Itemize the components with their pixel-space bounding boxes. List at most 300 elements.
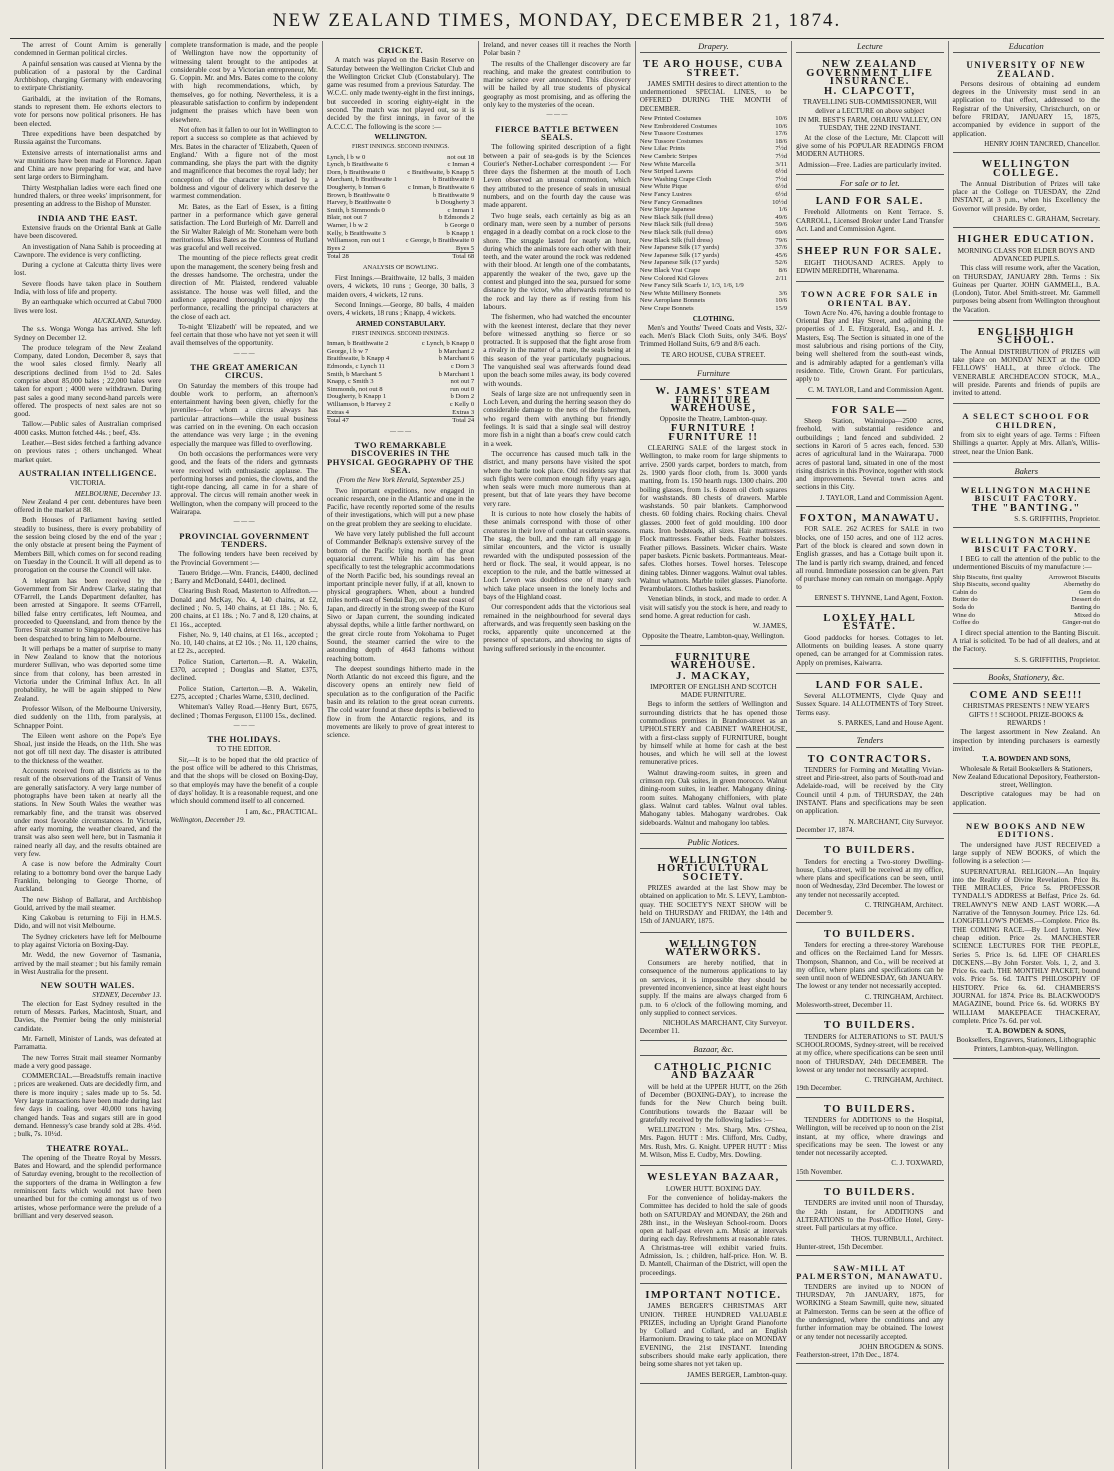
article-paragraph: The s.s. Wonga Wonga has arrived. She left Sydney on December 12. [14,325,162,342]
column-2: complete transformation is made, and the people of Wellington have now the opportunity of witnessing talent brought to the antipodes at considerable cost by a Victorian entrepreneur, Mr. G. Coppin. Mr. and Mrs. Bates come to the colony with high recommendations, which, by themselves, go for nothing. Nevertheless, it is a pleasurable satisfaction to confirm by independent judgment the praises which have been won elsewhere. Not often has it fallen to our lot in Wellington to report a success so complete as that achieved by Mrs. Bates in the character of 'Elizabeth, Queen of England.' With a figure not of the most commanding, she plays the part with the dignity and magnificence that becomes the royal lady; her conception of the character is marked by a boldness and vigour of delivery which deserve the warmest commendation. Mr. Bates, as the Earl of Essex, is a fitting partner in a performance which gave general satisfaction. The Lord Burleigh of Mr. Darrell and the Sir Walter Raleigh of Mr. Stoneham were both meritorious. Miss Bates as the Countess of Rutland was graceful and well received. The mounting of the piece reflects great credit upon the management, the scenery being fresh and the dresses handsome. The orchestra, under the direction of Mr. Plaisted, rendered valuable assistance. The house was well filled, and the audience appeared thoroughly to enjoy the performance, recalling the principal characters at the close of each act. To-night 'Elizabeth' will be repeated, and we feel certain that those who have not yet seen it will avail themselves of the opportunity. — — — THE GREAT AMERICAN CIRCUS. On Saturday the members of this troupe had double work to perform, an afternoon's entertainment having been given, chiefly for the juveniles—for whom a circus always has particular attractions—while the usual business was carried on in the evening. On each occasion the attendance was very large ; in the evening especially the marquee was filled to overflowing. On both occasions the performances were very good, and the feats of the riders and gymnasts were received with enthusiastic applause. The performing horses and ponies, the clowns, and the tight-rope dancing, all came in for a share of approval. The circus will remain another week in Wellington, when the company will proceed to the Wairarapa. — — — PROVINCIAL GOVERNMENT TENDERS. The following tenders have been received by the Provincial Government :— Tauero Bridge.—Wm. Francis, £4400, declined ; Barry and McDonald, £4401, declined. Clearing Bush Road, Masterton to Alfredton.—Donald and McKay, No. 4, 140 chains, at £2, declined ; No. 5, 140 chains, at £1 18s. ; No. 6, 200 chains, at £1 18s. ; No. 7 and 8, 120 chains, at £1 16s., accepted. Fisher, No. 9, 140 chains, at £1 16s., accepted ; No. 10, 140 chains, at £2 10s. ; No. 11, 120 chains, at £2 2s., accepted. Police Station, Carterton.—R. A. Wakelin, £370, accepted ; Douglas and Slatter, £375, declined. Police Station, Carterton.—B. A. Wakelin, £275, accepted ; Charles Warne, £310, declined. Whiteman's Valley Road.—Henry Burt, £675, declined ; Thomas Ferguson, £1100 15s., declined. — — — THE HOLIDAYS. TO THE EDITOR. Sir,—It is to be hoped that the old practice of the post office will be adhered to this Christmas, and that the shops will be closed on Boxing-Day, so that employés may have the benefit of a couple of days' holiday. It is a reasonable request, and one which should commend itself to all concerned. I am, &c., PRACTICAL. Wellington, December 19. [165,41,321,1469]
advert-body: WELLINGTON : Mrs. Sharp, Mrs. O'Shea, Mrs. Pagon. HUTT : Mrs. Clifford, Mrs. Cudby, Mrs. Rush, Mrs. G. Knight. UPPER HUTT : Miss M. Wilson, Miss E. Cudby, Mrs. Dowling. [639,1126,788,1160]
advert-biscuit-factory [953,531,1100,669]
advert-title: SAW-MILL AT PALMERSTON, MANAWATU. [796,1263,944,1282]
score-first-innings: Lynch, b Braithwaite 6 [326,161,389,169]
article-heading: INDIA AND THE EAST. [37,212,138,223]
price-row [640,206,787,214]
advert-art-union [640,1287,787,1384]
advert-title: UNIVERSITY OF NEW ZEALAND. [966,60,1087,79]
score-second-innings: not out 7 [450,378,475,386]
advert-land-kent-terrace [796,193,943,240]
article-paragraph: The arrest of Count Arnim is generally condemned in German political circles. [14,41,162,58]
article-heading: FIERCE BATTLE BETWEEN SEALS. [495,123,619,142]
article-paragraph: Fisher, No. 9, 140 chains, at £1 16s., accepted ; No. 10, 140 chains, at £2 10s. ; No. 11, 120 chains, at £2 2s., accepted. [170,630,318,656]
advert-date: Molesworth-street, December 11. [796,1001,893,1010]
article-paragraph: A match was played on the Basin Reserve on Saturday between the Wellington Cricket Club and the Wellington Cricket Club (Constabulary). The game was resumed from a previous Saturday. The W.C.C. only made twenty-eight in the first innings, but succeeded in scoring eighty-eight in the second. The match was not played out, so it is decided by the first innings, in favor of the A.C.C.C. The following is the score :— [326,56,475,131]
advert-body: from six to eight years of age. Terms : Fifteen Shillings a quarter. Apply at Mrs. Allan's, Willis-street, near the Union Bank. [952,430,1100,456]
advert-headline: FURNITURE ! FURNITURE !! [668,423,759,443]
price-row-value: 1/6 [778,206,788,214]
score-second-innings: b Marchant 1 [438,370,475,378]
advert-body: Descriptive catalogues may be had on application. [952,790,1100,807]
advert-title: WELLINGTON WATERWORKS. [665,938,762,958]
advert-banting-biscuit [953,481,1100,528]
advert-title: WELLINGTON MACHINE BISCUIT FACTORY. [960,535,1092,554]
price-row-value: 15/9 [775,304,788,312]
letter-signature: I am, &c., PRACTICAL. [245,807,318,816]
section-label: Drapery. [640,41,787,53]
score-first-innings: Braithwaite, b Knapp 4 [326,355,390,363]
price-row-label: New Fancy Grenadines [639,198,703,206]
advert-saw-mill [796,1259,943,1364]
advert-title: FOXTON, MANAWATU. [799,513,940,525]
score-first-innings: Lynch, l b w 0 [326,153,366,161]
price-row-label: New Embroidered Costumes [639,122,717,130]
article-paragraph: The fishermen, who had watched the encounter with the keenest interest, declare that they never before witnessed anything so fierce or so protracted. It is supposed that the fight arose from a rivalry in the matter of a mate, the seals being at this season of the year particularly pugnacious. The vanquished seal was afterwards found dead upon the beach some miles away, its body covered with wounds. [483,313,631,388]
article-paragraph: Mr. Farnell, Minister of Lands, was defeated at Parramatta. [14,1034,162,1052]
advert-tender-builders [796,1017,943,1097]
advert-title: WESLEYAN BAZAAR, [647,1172,780,1184]
advert-body: For the convenience of holiday-makers the Committee has decided to hold the sale of goods both on SATURDAY and MONDAY, the 26th and 28th inst., in the Wesleyan School-room. Doors open at half-past eleven a.m. Music at intervals during each day. Refreshments at reasonable rates. A Christmas-tree will exhibit varied fruits. Admission, 1s. ; children, half-price. Hon. W. B. D. Mantell, Chairman of the District, will open the proceedings. [639,1193,788,1277]
score-first-innings: Dorn, b Braithwaite 0 [326,168,386,176]
advert-signature: C. M. TAYLOR, Land and Commission Agent. [807,385,944,394]
article-paragraph: The Sydney cricketers have left for Melbourne to play against Victoria on Boxing-Day. [14,932,162,949]
advert-new-books [953,817,1100,1059]
biscuit-row-value: Ginger-nut do [1062,619,1100,627]
price-row [640,191,787,199]
advert-life-insurance-lecture [796,56,943,175]
article-paragraph: complete transformation is made, and the people of Wellington have now the opportunity of witnessing talent brought to the antipodes at considerable cost by a Victorian entrepreneur, Mr. G. Coppin. Mr. and Mrs. Bates come to the colony with high recommendations, which, by themselves, go for nothing. Nevertheless, it is a pleasurable satisfaction to confirm by independent judgment the praises which have been won elsewhere. [170,41,318,124]
article-paragraph: The following tenders have been received by the Provincial Government :— [170,550,318,567]
advert-body: I BEG to call the attention of the public to the undermentioned Biscuits of my manufacture :— [952,554,1100,572]
score-second-innings: b Braithwaite 0 [433,176,475,184]
advert-body: Good paddocks for horses. Cottages to let. Allotments on building leases. A stone quarry opened, can be arranged for at Commission rates. Apply on premises, Kaiwarra. [796,633,944,667]
advert-title: FOR SALE— [831,404,908,416]
price-row [640,183,787,191]
score-first-innings: Inman, b Braithwaite 2 [326,340,389,348]
advert-body: The undersigned have JUST RECEIVED a large supply of NEW BOOKS, of which the following is a selection :— [952,840,1100,866]
price-row-value: 17/6 [775,130,788,138]
score-second-innings: b Marchant 2 [438,347,475,355]
price-row-value: 7½d [775,175,788,183]
score-second-innings: Byes 5 [455,244,475,252]
advert-body: The Annual DISTRIBUTION of PRIZES will take place on MONDAY NEXT at the ODD FELLOWS' HALL, at three o'clock. The VENERABLE ARCHDEACON STOCK, M.A., will preside. Parents and friends of pupils are invited to attend. [952,347,1100,398]
advert-body: This class will resume work, after the Vacation, on THURSDAY, JANUARY 28th. Terms : Six Guineas per Quarter. JOHN GAMMELL, B.A. (London), Tutor. Abel Smith-street. Mr. Gammell purposes being absent from Wellington throughout the Vacation. [952,264,1100,314]
advert-title: TE ARO HOUSE, CUBA STREET. [643,59,784,79]
score-row [327,348,474,356]
advert-title: COME AND SEE!!! [969,690,1083,702]
price-row-label: New Tussore Costumes [639,130,703,138]
article-paragraph: On Saturday the members of this troupe had double work to perform, an afternoon's entertainment having been given, chiefly for the juveniles—for whom a circus always has particular attractions—while the usual business was carried on in the evening. On each occasion the attendance was very large ; in the evening especially the marquee was filled to overflowing. [170,381,318,448]
biscuit-row [953,596,1100,604]
score-second-innings: b Edmonds 2 [438,214,475,222]
advert-body: Town Acre No. 476, having a double frontage to Oriental Bay and Hay Street, and adjoining the properties of J. E. Fitzgerald, Esq., and H. J. Masters, Esq. The Section is situated in one of the most salubrious and rising portions of the City, being well sheltered from the south-east winds, and is admirably adapted for a gentleman's villa residence. Title, Crown Grant. For particulars, apply to [796,308,944,384]
advert-body: I direct special attention to the Banting Biscuit. A trial is solicited. To be had of all dealers, and at the Factory. [952,628,1100,654]
advert-date: Featherston-street, 17th Dec., 1874. [796,1351,899,1360]
article-paragraph: Three expeditions have been despatched by Russia against the Turcomans. [14,129,162,147]
article-paragraph: The produce telegram of the New Zealand Company, dated London, December 8, says that the wool sales closed firmly. Nearly all descriptions declined from 1½d to 2d. Sales comprise about 85,000 bales ; 22,000 bales were taken for export ; 4000 were withdrawn. During past sales a good many second-hand parcels were offered. The prospects of next sales are not so good. [14,343,162,419]
advert-body: Consumers are hereby notified, that in consequence of the numerous applications to lay on services, it is impossible they should be prevented inconvenience, since at least eight hours supply. If the mains are always charged from 6 p.m. to 6 o'clock of the following morning, and only supplied to connect services. [639,959,788,1017]
advert-admission: Admission—Free. Ladies are particularly invited. [798,160,942,169]
advert-tender-builders [796,1101,943,1181]
advert-signature: ERNEST S. THYNNE, Land Agent, Foxton. [814,593,944,602]
advert-university [953,56,1100,153]
advert-body: TENDERS for Forming and Metalling Vivian-street and Pirie-street, also parts of South-road and Adelaide-road, will be received by the City Council until 4 p.m. of THURSDAY, the 24th INSTANT. Plans and specifications may be seen on application. [796,765,944,816]
price-row-value: 7½d [775,145,788,153]
article-heading: CRICKET. [377,45,424,55]
advert-select-school [953,407,1100,462]
price-row-label: New Fancy Lustres [639,191,692,199]
advert-subheading: CLOTHING. [692,314,735,323]
column-6 [791,41,947,1469]
section-label: For sale or to let. [796,178,943,190]
score-first-innings: Simmonds, not out 8 [326,385,383,393]
advert-signature: J. TAYLOR, Land and Commission Agent. [819,493,944,502]
score-row [327,214,474,222]
score-row [327,355,474,363]
section-label: Tenders [796,735,943,747]
score-first-innings: Knapp, c Smith 3 [326,378,374,386]
score-second-innings: c Kelly 0 [449,401,475,408]
article-paragraph: The new Torres Strait mail steamer Normanby made a very good passage. [14,1053,162,1070]
price-row-value: 18/6 [775,137,788,145]
article-paragraph: Police Station, Carterton.—B. A. Wakelin, £275, accepted ; Charles Warne, £310, declined. [170,684,318,701]
advert-mackay-furniture [640,649,787,834]
advert-date: 15th November. [796,1167,843,1176]
advert-for-sale [796,402,943,507]
score-first-innings: Blair, not out 7 [326,214,368,222]
score-second-innings: b George 0 [444,221,475,229]
article-paragraph: Clearing Bush Road, Masterton to Alfredton.—Donald and McKay, No. 4, 140 chains, at £2, declined ; No. 5, 140 chains, at £1 18s. ; No. 6, 200 chains, at £1 18s. ; No. 7 and 8, 120 chains, at £1 16s., accepted. [170,587,318,629]
article-paragraph: Our correspondent adds that the victorious seal remained in the neighbourhood for several days afterwards, and was frequently seen basking on the rocks, apparently quite unconcerned at the presence of spectators, and showing no signs of having suffered seriously in the encounter. [483,603,631,653]
advert-james-furniture [640,383,787,646]
article-paragraph: The election for East Sydney resulted in the return of Messrs. Parkes, Macintosh, Stuart, and Davies, the Premier being the only ministerial candidate. [14,999,162,1033]
advert-title: LAND FOR SALE. [815,679,924,691]
score-second-innings: not out 18 [447,153,475,161]
article-heading: THE HOLIDAYS. [207,734,281,745]
article-paragraph: The new Bishop of Ballarat, and Archbishop Gould, arrived by the mail steamer. [14,895,162,912]
analysis-heading: ANALYSIS OF BOWLING. [362,263,439,271]
score-row [327,245,474,253]
score-row [327,409,474,417]
advert-body: SUPERNATURAL RELIGION.—An Inquiry into the Reality of Divine Revelation. Price 8s. THE MIRACLES, Price 5s. PROFESSOR TYNDALL'S ADDRESS at Belfast, Price 2s. 6d. TRELAWNY'S NEW AND LAST WORK.—A Narrative of the Tennyson Journey. Price 12s. 6d. LONGFELLOW'S POEMS.—Complete. Price 8s. THE COMING RACE.—By Lord Lytton. New cheap edition. Price 2s. MANCHESTER SCIENCE LECTURES FOR THE PEOPLE, Series 5. Price 1s. 6d. LIFE OF CHARLES DICKENS.—By John Forster. Vols. 1, 2, and 3. Price 6s. each. THE MONTHLY PACKET, bound vols. Price 5s. 6d. TAIT'S PHILOSOPHY OF HISTORY. Price 6s. 6d. CHAMBERS'S JOURNAL for 1874. Price 8s. BLACKWOOD'S MAGAZINE, bound. Price 6s. 6d. WORKS BY WILLIAM MAKEPEACE THACKERAY, complete. Price 7s. 6d. per vol. [952,867,1100,1025]
score-row [327,393,474,401]
columns [10,41,1104,1469]
advert-body: will be held at the UPPER HUTT, on the 26th of December (BOXING-DAY), to increase the funds for the New Church being built. Contributions towards the Bazaar will be gratefully received by the following ladies :— [639,1082,788,1124]
advert-signature: C. TRINGHAM, Architect. [864,1076,944,1085]
price-row-label: New White Pique [639,183,688,191]
advert-address: Wholesale & Retail Booksellers & Stationers, New Zealand Educational Depository, Featherston-street, Wellington. [952,764,1100,790]
team-heading: WELLINGTON. [374,132,427,141]
article-paragraph: Sir,—It is to be hoped that the old practice of the post office will be adhered to this Christmas, and that the shops will be closed on Boxing-Day, so that employés may have the benefit of a couple of days' holiday. It is a reasonable request, and one which should commend itself to all concerned. [170,755,318,806]
score-second-innings: run out 0 [450,385,475,393]
advert-title: WELLINGTON COLLEGE. [981,159,1071,179]
biscuit-row [953,612,1100,620]
article-paragraph: First Innings.—Braithwaite, 12 balls, 3 maiden overs, 4 wickets, 10 runs ; George, 30 balls, 3 maiden overs, 4 wickets, 12 runs. [326,274,475,299]
biscuit-row [953,619,1100,627]
price-row [640,221,787,229]
price-row-value: 8/6 [778,266,788,274]
article-paragraph: The mounting of the piece reflects great credit upon the management, the scenery being fresh and the dresses handsome. The orchestra, under the direction of Mr. Plaisted, rendered valuable assistance. The house was well filled, and the audience appeared thoroughly to enjoy the performance, recalling the principal characters at the close of each act. [170,254,318,321]
article-paragraph: It will perhaps be a matter of surprise to many in New Zealand to know that the notorious murderer Sullivan, who was deported some time since from that colony, has been arrested in Victoria under the Criminal Influx Act. In all probability, he will be again shipped to New Zealand. [14,644,162,703]
biscuit-row [953,604,1100,612]
price-row-value: 52/6 [775,259,788,267]
advert-signature: N. MARCHANT, City Surveyor. [848,817,944,826]
article-paragraph: The deepest soundings hitherto made in the North Atlantic do not exceed this figure, and the discovery opens an entirely new field of speculation as to the configuration of the Pacific basin and its relation to the great ocean currents. The cold water found at these depths is believed to flow in from the Antarctic regions, and its movements are likely to prove of great interest to science. [326,664,475,740]
biscuit-row-value: Abernethy do [1063,581,1100,589]
innings-heading: FIRST INNINGS. SECOND INNINGS. [352,330,450,337]
article-paragraph: A painful sensation was caused at Vienna by the publication of a pastoral by the Cardinal Archbishop, charging Germany with endeavoring to extirpate Christianity. [14,59,162,93]
advert-title: TOWN ACRE FOR SALE in ORIENTAL BAY. [801,289,939,308]
column-1 [10,41,165,1469]
dateline: AUCKLAND, Saturday. [93,316,162,325]
price-row [640,138,787,146]
article-paragraph: On both occasions the performances were very good, and the feats of the riders and gymnasts were received with enthusiastic applause. The performing horses and ponies, the clowns, and the tight-rope dancing, all came in for a share of approval. The circus will remain another week in Wellington, when the company will proceed to the Wairarapa. [170,449,318,517]
price-row [640,153,787,161]
score-row [327,340,474,348]
price-row-label: New Black Silk (full dress) [639,221,713,229]
biscuit-row-value: Banting do [1070,603,1100,611]
price-row-label: New Cambric Stripes [639,153,698,161]
article-paragraph: Professor Wilson, of the Melbourne University, died suddenly on the 11th, from paralysis, at Schnapper Point. [14,704,162,730]
advert-title: CATHOLIC PICNIC AND BAZAAR [653,1062,773,1082]
biscuit-row [953,589,1100,597]
article-paragraph: The following spirited description of a fight between a pair of sea-gods is by the Sciences Courier's Nether-Lochaber correspondent :— For three days the fishermen at the mouth of Loch Leven observed an unusual commotion, which they attributed to the presence of seals in unusual numbers, and on the fourth day the cause was made apparent. [483,143,631,210]
score-row [327,207,474,215]
advert-tender-builders [796,1184,943,1256]
advert-title: TO BUILDERS. [823,845,916,857]
advert-signature: C. J. TOXWARD, [891,1159,944,1168]
price-row-value: 7½d [775,153,788,161]
price-row [640,168,787,176]
price-row [640,244,787,252]
score-second-innings: c Lynch, b Knapp 0 [421,340,475,348]
advert-signature: HENRY JOHN TANCRED, Chancellor. [984,139,1100,148]
advert-wellington-college [953,156,1100,228]
article-paragraph: Extensive arrests of internationalist arms and war munitions have been made at Florence. Japan and China are now preparing for war, and have sent large orders to Birmingham. [14,148,162,182]
score-second-innings: b Knapp 1 [446,229,475,237]
advert-title: TO BUILDERS. [823,1187,916,1199]
advert-title: TO CONTRACTORS. [807,753,932,765]
advert-body: Men's and Youths' Tweed Coats and Vests, 32/- each. Men's Black Cloth Suits, only 34/6. Boys' Trimmed Holland Suits, 6/9 and 8/6 each. [639,323,788,349]
advert-body: TENDERS for ADDITIONS to the Hospital, Wellington, will be received up to noon on the 21st instant, at my office, where drawings and specifications may be seen. The lowest or any tender not necessarily accepted. [796,1115,944,1158]
article-paragraph: Extensive frauds on the Oriental Bank at Galle have been discovered. [14,223,162,241]
section-label: Bakers [953,466,1100,478]
price-row-value: 6½d [775,183,788,191]
article-paragraph: Garibaldi, at the invitation of the Romans, stands to represent them. He exhorts electors to vote for persons now political prisoners. He has been elected. [14,94,162,128]
score-row [327,176,474,184]
price-row-label: New Printed Costumes [639,115,702,123]
biscuit-row-label: Cabin do [952,588,977,596]
score-row [327,386,474,394]
price-row-label: New Lilac Prints [639,145,686,153]
price-row [640,237,787,245]
dateline: SYDNEY, December 13. [92,991,162,1000]
team-heading: ARMED CONSTABULARY. [355,319,446,328]
advert-body: Freehold Allotments on Kent Terrace. S. CARROLL, Licensed Broker under Land Transfer Act. Land and Commission Agent. [796,208,944,234]
article-paragraph: Mr. Wedd, the new Governor of Tasmania, arrived by the mail steamer ; but his family remain in West Australia for the present. [14,951,162,976]
score-total [327,252,474,261]
biscuit-row [953,581,1100,589]
advert-body: Venetian blinds, in stock, and made to order. A visit will satisfy you the stock is here, and ready to send home. A great reduction for cash. [639,595,788,621]
price-row-value: 3/6 [778,289,788,297]
price-row-value: 2/11 [775,274,788,282]
advert-body: The Annual Distribution of Prizes will take place at the College on TUESDAY, the 22nd INSTANT, at 3 p.m., when his Excellency the Governor will preside. By order, [952,179,1100,213]
column-4: Ireland, and never ceases till it reaches the North Polar basin ? The results of the Challenger discovery are far reaching, and make the greatest contribution to marine science ever announced. This discovery will be hailed by all true students of physical geography as most promising, and as offering the only key to the mysteries of the ocean. — — — FIERCE BATTLE BETWEEN SEALS. The following spirited description of a fight between a pair of sea-gods is by the Sciences Courier's Nether-Lochaber correspondent :— For three days the fishermen at the mouth of Loch Leven observed an unusual commotion, which they attributed to the presence of seals in unusual numbers, and on the fourth day the cause was made apparent. Two huge seals, each certainly as big as an ordinary man, were seen by a number of persons engaged in a deadly combat on a rock close to the shore. The struggle lasted for nearly an hour, during which the animals tore each other with their teeth, and the water around the rock was reddened with their blood. At length one of the combatants, apparently the weaker of the two, gave up the contest and plunged into the sea, pursued for some distance by the victor, who afterwards returned to the rock and lay there as if resting from his labours. The fishermen, who had watched the encounter with the keenest interest, declare that they never before witnessed anything so fierce or so protracted. It is supposed that the fight arose from a rivalry in the matter of a mate, the seals being at this season of the year particularly pugnacious. The vanquished seal was afterwards found dead upon the beach some miles away, its body covered with wounds. Seals of large size are not unfrequently seen in Loch Leven, and during the herring season they do considerable damage to the nets of the fishermen, who regard them with anything but friendly feelings. It is said that a single seal will destroy more fish in a night than a boat's crew could catch in a week. The occurrence has caused much talk in the district, and many persons have visited the spot where the battle took place. Old residents say that such fights were common enough fifty years ago, when seals were much more numerous than at present, but that of late years they have become very rare. It is curious to note how closely the habits of these animals correspond with those of other creatures in their love of combat at certain seasons. The stag, the bull, and the ram all engage in similar encounters, and the victor is usually rewarded with the undisputed possession of the herd or flock. The seal, it would appear, is no exception to the rule, and the battle witnessed at Loch Leven was doubtless one of many such which take place unseen in the lonely lochs and bays of the Highland coast. Our correspondent adds that the victorious seal remained in the neighbourhood for several days afterwards, and was frequently seen basking on the rocks, apparently quite unconcerned at the presence of spectators, and showing no signs of having suffered seriously in the encounter. [478,41,634,1469]
score-first-innings: George, l b w 7 [326,347,369,355]
price-row-label: New Stripe Japanese [639,206,696,214]
advert-title: TO BUILDERS. [823,1103,916,1115]
advert-wesleyan-bazaar [640,1169,787,1284]
score-row [327,401,474,409]
advert-address: Opposite the Theatre, Lambton-quay, Wellington. [642,631,785,640]
article-paragraph: During a cyclone at Calcutta thirty lives were lost. [14,261,162,278]
article-paragraph: A case is now before the Admiralty Court relating to a bottomry bond over the barque Lady Franklin, belonging to George Thorne, of Auckland. [14,860,162,894]
article-paragraph: Tallow.—Public sales of Australian comprised 4000 casks. Mutton fetched 44s. ; beef, 43s. [14,420,162,437]
advert-title: TO BUILDERS. [823,928,916,940]
biscuit-row-label: Butter do [952,596,978,604]
advert-title: SHEEP RUN FOR SALE. [797,246,943,258]
advert-signature: C. TRINGHAM, Architect. [864,901,944,910]
price-row-label: New Black Silk (full dress) [639,228,713,236]
score-first-innings: Williamson, run out 1 [326,237,386,245]
advert-horticultural [640,852,787,932]
score-second-innings: c Inman 4 [447,161,475,169]
section-label: Furniture [640,368,787,380]
price-row-label: New Black Vrai Crape [639,266,701,274]
price-row [640,267,787,275]
scorecard-constabulary [327,340,474,425]
total-second-innings: Total 68 [452,253,475,261]
advert-town-acre [796,285,943,399]
price-row-label: New Washing Crape Cloth [639,175,712,183]
advert-body: Begs to inform the settlers of Wellington and surrounding districts that he has opened those commodious premises in Brandon-street as an UPHOLSTERY and CABINET WAREHOUSE, with a first-class supply of FURNITURE, bought by himself while at home for cash at the best houses, and which he will sell at the lowest remunerative prices. [639,700,788,767]
price-row-value: 45/6 [775,251,788,259]
article-paragraph: Seals of large size are not unfrequently seen in Loch Leven, and during the herring season they do considerable damage to the nets of the fishermen, who regard them with anything but friendly feelings. It is said that a single seal will destroy more fish in a night than a boat's crew could catch in a week. [483,389,631,448]
section-label: Education [953,41,1100,53]
score-second-innings: Extras 3 [452,408,475,416]
price-row-value: 49/6 [775,213,788,221]
price-row-label: New Aeroplane Bonnets [639,297,706,305]
biscuit-row-label: Ship Biscuits, second quality [952,581,1031,589]
advert-headline: H. CLAPCOTT, [824,86,916,98]
advert-signature: T. A. BOWDEN & SONS, [986,1027,1066,1036]
advert-body: Walnut drawing-room suites, in green and crimson rep. Oak suites, in green morocco. Walnut dining-room suites, in leather. Mahogany dining-room suites. Mahogany chiffoniers, with plate glass. Walnut card tables. Walnut oval tables. Mahogany tables. Mahogany wardrobes. Oak sideboards. Walnut and mahogany loo tables. [639,768,788,827]
advert-title: TO BUILDERS. [823,1020,916,1032]
article-paragraph: An investigation of Nana Sahib is proceeding at Cawnpore. The evidence is very conflicting. [14,242,162,259]
price-row [640,275,787,283]
total-first-innings: Total 28 [326,253,349,261]
advert-body: FOR SALE. 262 ACRES for SALE in two blocks, one of 150 acres, and one of 112 acres. Part of the block is cleared and sown down in English grasses, and has a Cottage built upon it. The land is partly rich swamp, drained, and fenced all round. Immediate possession can be given. Part of purchase money can remain on mortgage. Apply to [796,525,944,592]
advert-date: December 11. [639,1027,680,1036]
price-row-value: 6½d [775,168,788,176]
advert-subheading: LOWER HUTT. BOXING DAY. [665,1184,761,1193]
price-row [640,199,787,207]
advert-signature: JAMES BERGER, Lambton-quay. [686,1370,788,1379]
biscuit-row-value: Dessert do [1071,596,1100,604]
advert-headline: THE "BANTING." [971,502,1081,514]
score-second-innings: b Dorn 2 [450,393,475,401]
price-row-value: 6½d [775,191,788,199]
article-paragraph: Whiteman's Valley Road.—Henry Burt, £675, declined ; Thomas Ferguson, £1100 15s., declined. [170,703,318,720]
score-second-innings: b Dougherty 3 [435,199,475,207]
price-row-label: New Tussore Costumes [639,137,703,145]
biscuit-row-value: Arrowroot Biscuits [1048,573,1100,581]
price-row-label: New White Millinery Bonnets [639,289,721,297]
innings-heading: FIRST INNINGS. SECOND INNINGS. [352,144,450,151]
advert-title: NEW BOOKS AND NEW EDITIONS. [965,821,1087,840]
advert-body: JAMES SMITH desires to direct attention to the undermentioned SPECIAL LINES, to be OFFERED DURING THE MONTH of DECEMBER. [639,79,788,113]
price-row-value: 10/6 [775,122,788,130]
score-second-innings: c Inman 1 [447,206,475,214]
score-first-innings: Williamson, b Harvey 2 [326,401,391,408]
advert-date: December 17, 1874. [796,825,855,834]
biscuit-list [953,574,1100,627]
advert-subheading: IMPORTER OF ENGLISH AND SCOTCH MADE FURNITURE. [650,682,777,700]
price-row [640,229,787,237]
score-second-innings: c Braithwaite, b Knapp 5 [407,168,475,176]
letter-date: Wellington, December 19. [170,815,246,824]
price-row [640,123,787,131]
article-paragraph: The opening of the Theatre Royal by Messrs. Bates and Howard, and the splendid performance of Saturday evening, brought to the recollection of the supporters of the drama in Wellington a few reminiscent facts which would not have been unearthed but for the coming amongst us of two artistes, whose performance were the prelude of a brilliant and very deserved season. [14,1153,162,1220]
biscuit-row-label: Wine do [952,611,976,619]
score-second-innings: c Dorn 3 [450,363,475,371]
price-row [640,259,787,267]
article-paragraph: It is curious to note how closely the habits of these animals correspond with those of other creatures in their love of combat at certain seasons. The stag, the bull, and the ram all engage in similar encounters, and the victor is usually rewarded with the undisputed possession of the herd or flock. The seal, it would appear, is no exception to the rule, and the battle witnessed at Loch Leven was doubtless one of many such which take place unseen in the lonely lochs and bays of the Highland coast. [483,510,631,601]
article-paragraph: Police Station, Carterton.—R. A. Wakelin, £370, accepted ; Douglas and Slatter, £375, declined. [170,657,318,683]
article-paragraph: We have very lately published the full account of Commander Belknap's extensive survey of the bottom of the Pacific lying north of the great equatorial current. While his aim has been specifically to test the telegraphic accommodations of the North Pacific bed, his soundings reveal an important principle never fully, if at all, known to physical geographers. When, about a hundred miles north-east of Sendai Bay, on the east coast of Japan, and directly in the strong sweep of the Kuro Siwo or Japan current, the sounding indicated abyssal depths, while a little farther northward, on the great circle route from Yokohama to Puget Sound, the steamer carried the wire to the astounding depth of 4643 fathoms without reaching bottom. [326,530,475,663]
price-row-value: 69/6 [775,228,788,236]
advert-te-aro-house [640,56,787,365]
score-row [327,161,474,169]
article-paragraph: Both Houses of Parliament having settled steadily to business, there is every probability of the session being closed by the end of the year ; the only obstacle at present being the Payment of Members Bill, which comes on for second reading on Tuesday in the Council. It will all depend as to prorogation on the course the Council will take. [14,516,162,575]
article-subheading: VICTORIA. [69,479,106,488]
score-first-innings: Smith, b Marchant 5 [326,370,382,378]
advert-signature: S. PARKES, Land and House Agent. [837,719,944,727]
article-heading: THEATRE ROYAL. [46,1142,129,1153]
score-first-innings: Edmonds, c Lynch 11 [326,363,385,371]
score-first-innings: Smith, b Simmonds 0 [326,206,385,214]
advert-subheading: IN MR. BEST'S FARM, OHARIU VALLEY, ON TUESDAY, THE 22ND INSTANT. [798,116,942,133]
article-paragraph: Not often has it fallen to our lot in Wellington to report a success so complete as that achieved by Mrs. Bates in the character of 'Elizabeth, Queen of England.' With a figure not of the most commanding, she plays the part with the dignity and magnificence that becomes the royal lady; her conception of the character is marked by a boldness and vigour of delivery which deserve the warmest commendation. [170,125,318,201]
advert-title: IMPORTANT NOTICE. [645,1289,782,1301]
advert-body: EIGHT THOUSAND ACRES. Apply to EDWIN MEREDITH, Wharenama. [796,258,944,275]
price-row-label: New Black Silk (full dress) [639,213,713,221]
score-first-innings: Brown, b Braithwaite 0 [326,191,390,199]
price-row [640,176,787,184]
price-row [640,305,787,313]
price-row-label: New White Marcella [639,160,696,168]
section-label: Public Notices. [640,837,787,849]
section-label: Books, Stationery, &c. [953,672,1100,684]
score-second-innings: c Inman, b Braithwaite 6 [407,183,475,191]
advert-signature: C. TRINGHAM, Architect. [864,992,944,1001]
article-paragraph: COMMERCIAL.—Breadstuffs remain inactive ; prices are weakened. Oats are decidedly firm, and there is more inquiry ; sales made up to 5s. 5d. Very large transactions have been made during last few days in coaling, over 40,000 tons having changed hands. Teas and sugars still are in good demand. Hennessy's case brandy sold at 28s. 4½d. ; bulk, 7s. 10½d. [14,1072,162,1139]
price-row [640,297,787,305]
article-paragraph: To-night 'Elizabeth' will be repeated, and we feel certain that those who have not yet seen it will avail themselves of the opportunity. [170,322,318,348]
price-row-value: 3/11 [775,160,788,168]
advert-signature: CHARLES C. GRAHAM, Secretary. [993,215,1100,224]
article-heading: NEW SOUTH WALES. [40,980,135,991]
score-row [327,199,474,207]
price-row-value: 10/6 [775,115,788,123]
advert-title: LOXLEY HALL ESTATE. [823,613,917,633]
article-paragraph: Two important expeditions, now engaged in oceanic research, one in the Atlantic and one in the Pacific, have recently reported some of the results of their investigations, which will put a new phase on the great problem they are seeking to elucidate. [326,486,475,528]
article-paragraph: Thirty Westphalian ladies were each fined one hundred thalers, or three weeks' imprisonment, for presenting an address to the Bishop of Munster. [14,183,162,209]
advert-signature: T. A. BOWDEN AND SONS, [982,755,1071,764]
price-row [640,145,787,153]
price-row [640,115,787,123]
score-first-innings: Extras 4 [326,408,349,416]
